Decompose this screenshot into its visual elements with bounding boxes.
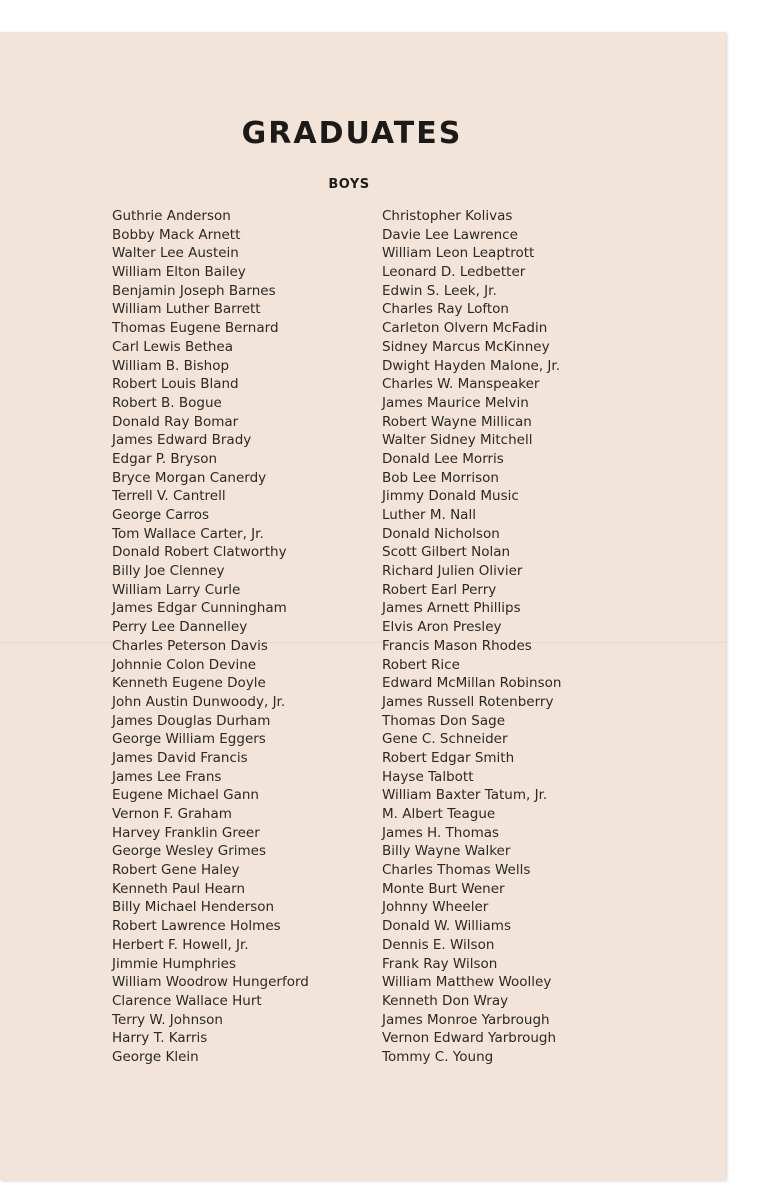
graduate-name: Billy Wayne Walker <box>382 843 511 860</box>
graduate-name: Billy Michael Henderson <box>112 899 275 916</box>
graduate-name: Vernon F. Graham <box>112 806 232 822</box>
graduate-name: Frank Ray Wilson <box>382 955 498 972</box>
graduate-name: Jimmy Donald Music <box>382 488 519 505</box>
graduate-name: Terrell V. Cantrell <box>112 488 226 505</box>
graduate-name: Harvey Franklin Greer <box>112 824 260 841</box>
graduate-name: Clarence Wallace Hurt <box>112 992 262 1009</box>
graduate-name: Robert Wayne Millican <box>382 413 532 430</box>
graduate-name: Sidney Marcus McKinney <box>382 338 550 355</box>
graduate-name: Francis Mason Rhodes <box>382 637 532 654</box>
graduate-name: Richard Julien Olivier <box>382 563 523 580</box>
graduate-name: William Matthew Woolley <box>382 974 552 991</box>
graduate-name: Johnnie Colon Devine <box>112 656 257 673</box>
graduate-name: Billy Joe Clenney <box>112 563 225 580</box>
graduate-name: Donald Robert Clatworthy <box>112 544 287 561</box>
page-title: GRADUATES <box>241 116 463 151</box>
graduate-name: William Elton Bailey <box>112 264 246 281</box>
graduate-name: Robert Gene Haley <box>112 862 240 879</box>
graduate-name: George Klein <box>112 1048 199 1065</box>
graduate-name: William B. Bishop <box>112 357 230 374</box>
graduate-name: Donald Nicholson <box>382 525 500 542</box>
graduate-name: Donald Ray Bomar <box>112 413 239 430</box>
graduate-name: Edgar P. Bryson <box>112 450 218 467</box>
graduate-name: Dwight Hayden Malone, Jr. <box>382 357 560 374</box>
graduate-name: Kenneth Eugene Doyle <box>112 675 266 692</box>
graduate-name: Eugene Michael Gann <box>112 787 259 804</box>
graduate-name: Leonard D. Ledbetter <box>382 264 526 281</box>
graduate-name: Bryce Morgan Canerdy <box>112 469 267 486</box>
graduate-name: Dennis E. Wilson <box>382 936 495 953</box>
graduate-name: Hayse Talbott <box>382 768 474 785</box>
graduate-name: Monte Burt Wener <box>382 880 505 897</box>
graduate-name: Guthrie Anderson <box>112 208 231 224</box>
section-heading: BOYS <box>328 177 370 192</box>
graduate-name: Harry T. Karris <box>112 1030 208 1047</box>
graduate-name: James Russell Rotenberry <box>382 693 554 710</box>
graduate-name: James Monroe Yarbrough <box>382 1011 550 1028</box>
graduate-name: Tommy C. Young <box>382 1048 494 1065</box>
graduate-name: Vernon Edward Yarbrough <box>382 1030 557 1047</box>
graduate-name: James David Francis <box>112 749 248 766</box>
graduate-name: Kenneth Paul Hearn <box>112 880 246 897</box>
graduate-name: James H. Thomas <box>382 824 500 841</box>
graduate-name: William Larry Curle <box>112 581 241 598</box>
graduate-name: Walter Sidney Mitchell <box>382 432 533 449</box>
graduate-name: Walter Lee Austein <box>112 245 239 262</box>
graduate-name: Robert Rice <box>382 656 460 673</box>
names-column-left <box>112 207 309 1067</box>
graduate-name: Thomas Don Sage <box>382 712 506 729</box>
graduate-name: James Edgar Cunningham <box>112 600 287 617</box>
graduate-name: William Leon Leaptrott <box>382 245 535 262</box>
graduate-name: Kenneth Don Wray <box>382 992 509 1009</box>
graduate-name: George William Eggers <box>112 731 266 748</box>
graduate-name: Tom Wallace Carter, Jr. <box>112 525 264 542</box>
graduate-name: Gene C. Schneider <box>382 731 508 748</box>
graduate-name: Robert Edgar Smith <box>382 749 515 766</box>
graduate-name: Johnny Wheeler <box>382 899 489 916</box>
graduate-name: Terry W. Johnson <box>112 1011 223 1028</box>
graduate-name: Carl Lewis Bethea <box>112 338 233 355</box>
page-fold-line <box>0 642 726 643</box>
graduate-name: Perry Lee Dannelley <box>112 619 248 636</box>
graduate-name: Donald Lee Morris <box>382 450 504 467</box>
graduate-name: Edward McMillan Robinson <box>382 675 562 692</box>
graduate-name: George Wesley Grimes <box>112 843 266 860</box>
graduate-name: M. Albert Teague <box>382 806 496 822</box>
names-column-right <box>382 207 561 1067</box>
program-page <box>0 32 726 1180</box>
graduate-name: Charles Thomas Wells <box>382 862 531 879</box>
graduate-name: Christopher Kolivas <box>382 208 513 224</box>
graduate-name: Robert Earl Perry <box>382 581 497 598</box>
graduate-name: William Luther Barrett <box>112 301 261 318</box>
graduate-name: Charles Ray Lofton <box>382 301 509 318</box>
graduate-name: James Lee Frans <box>112 768 222 785</box>
graduate-name: Robert Lawrence Holmes <box>112 918 281 935</box>
graduate-name: Donald W. Williams <box>382 918 511 935</box>
graduate-name: George Carros <box>112 507 210 523</box>
graduate-name: Charles W. Manspeaker <box>382 376 540 393</box>
graduate-name: Benjamin Joseph Barnes <box>112 282 276 299</box>
graduate-name: Scott Gilbert Nolan <box>382 544 511 561</box>
graduate-name: Elvis Aron Presley <box>382 619 502 636</box>
graduate-name: Edwin S. Leek, Jr. <box>382 282 497 299</box>
graduate-name: Davie Lee Lawrence <box>382 226 518 243</box>
graduate-name: Bobby Mack Arnett <box>112 226 241 243</box>
graduate-name: James Arnett Phillips <box>382 600 521 617</box>
graduate-name: James Maurice Melvin <box>382 394 529 411</box>
graduate-name: Robert B. Bogue <box>112 394 222 411</box>
graduate-name: Luther M. Nall <box>382 507 476 523</box>
graduate-name: Herbert F. Howell, Jr. <box>112 936 249 953</box>
graduate-name: Thomas Eugene Bernard <box>112 320 279 337</box>
graduate-name: Jimmie Humphries <box>112 955 237 972</box>
graduate-name: Charles Peterson Davis <box>112 637 268 654</box>
graduate-name: Bob Lee Morrison <box>382 469 499 486</box>
graduate-name: John Austin Dunwoody, Jr. <box>112 693 286 710</box>
graduate-name: James Edward Brady <box>112 432 252 449</box>
graduate-name: William Baxter Tatum, Jr. <box>382 787 548 804</box>
graduate-name: Robert Louis Bland <box>112 376 239 393</box>
graduate-name: William Woodrow Hungerford <box>112 974 309 991</box>
graduate-name: James Douglas Durham <box>112 712 271 729</box>
graduate-name: Carleton Olvern McFadin <box>382 320 548 337</box>
